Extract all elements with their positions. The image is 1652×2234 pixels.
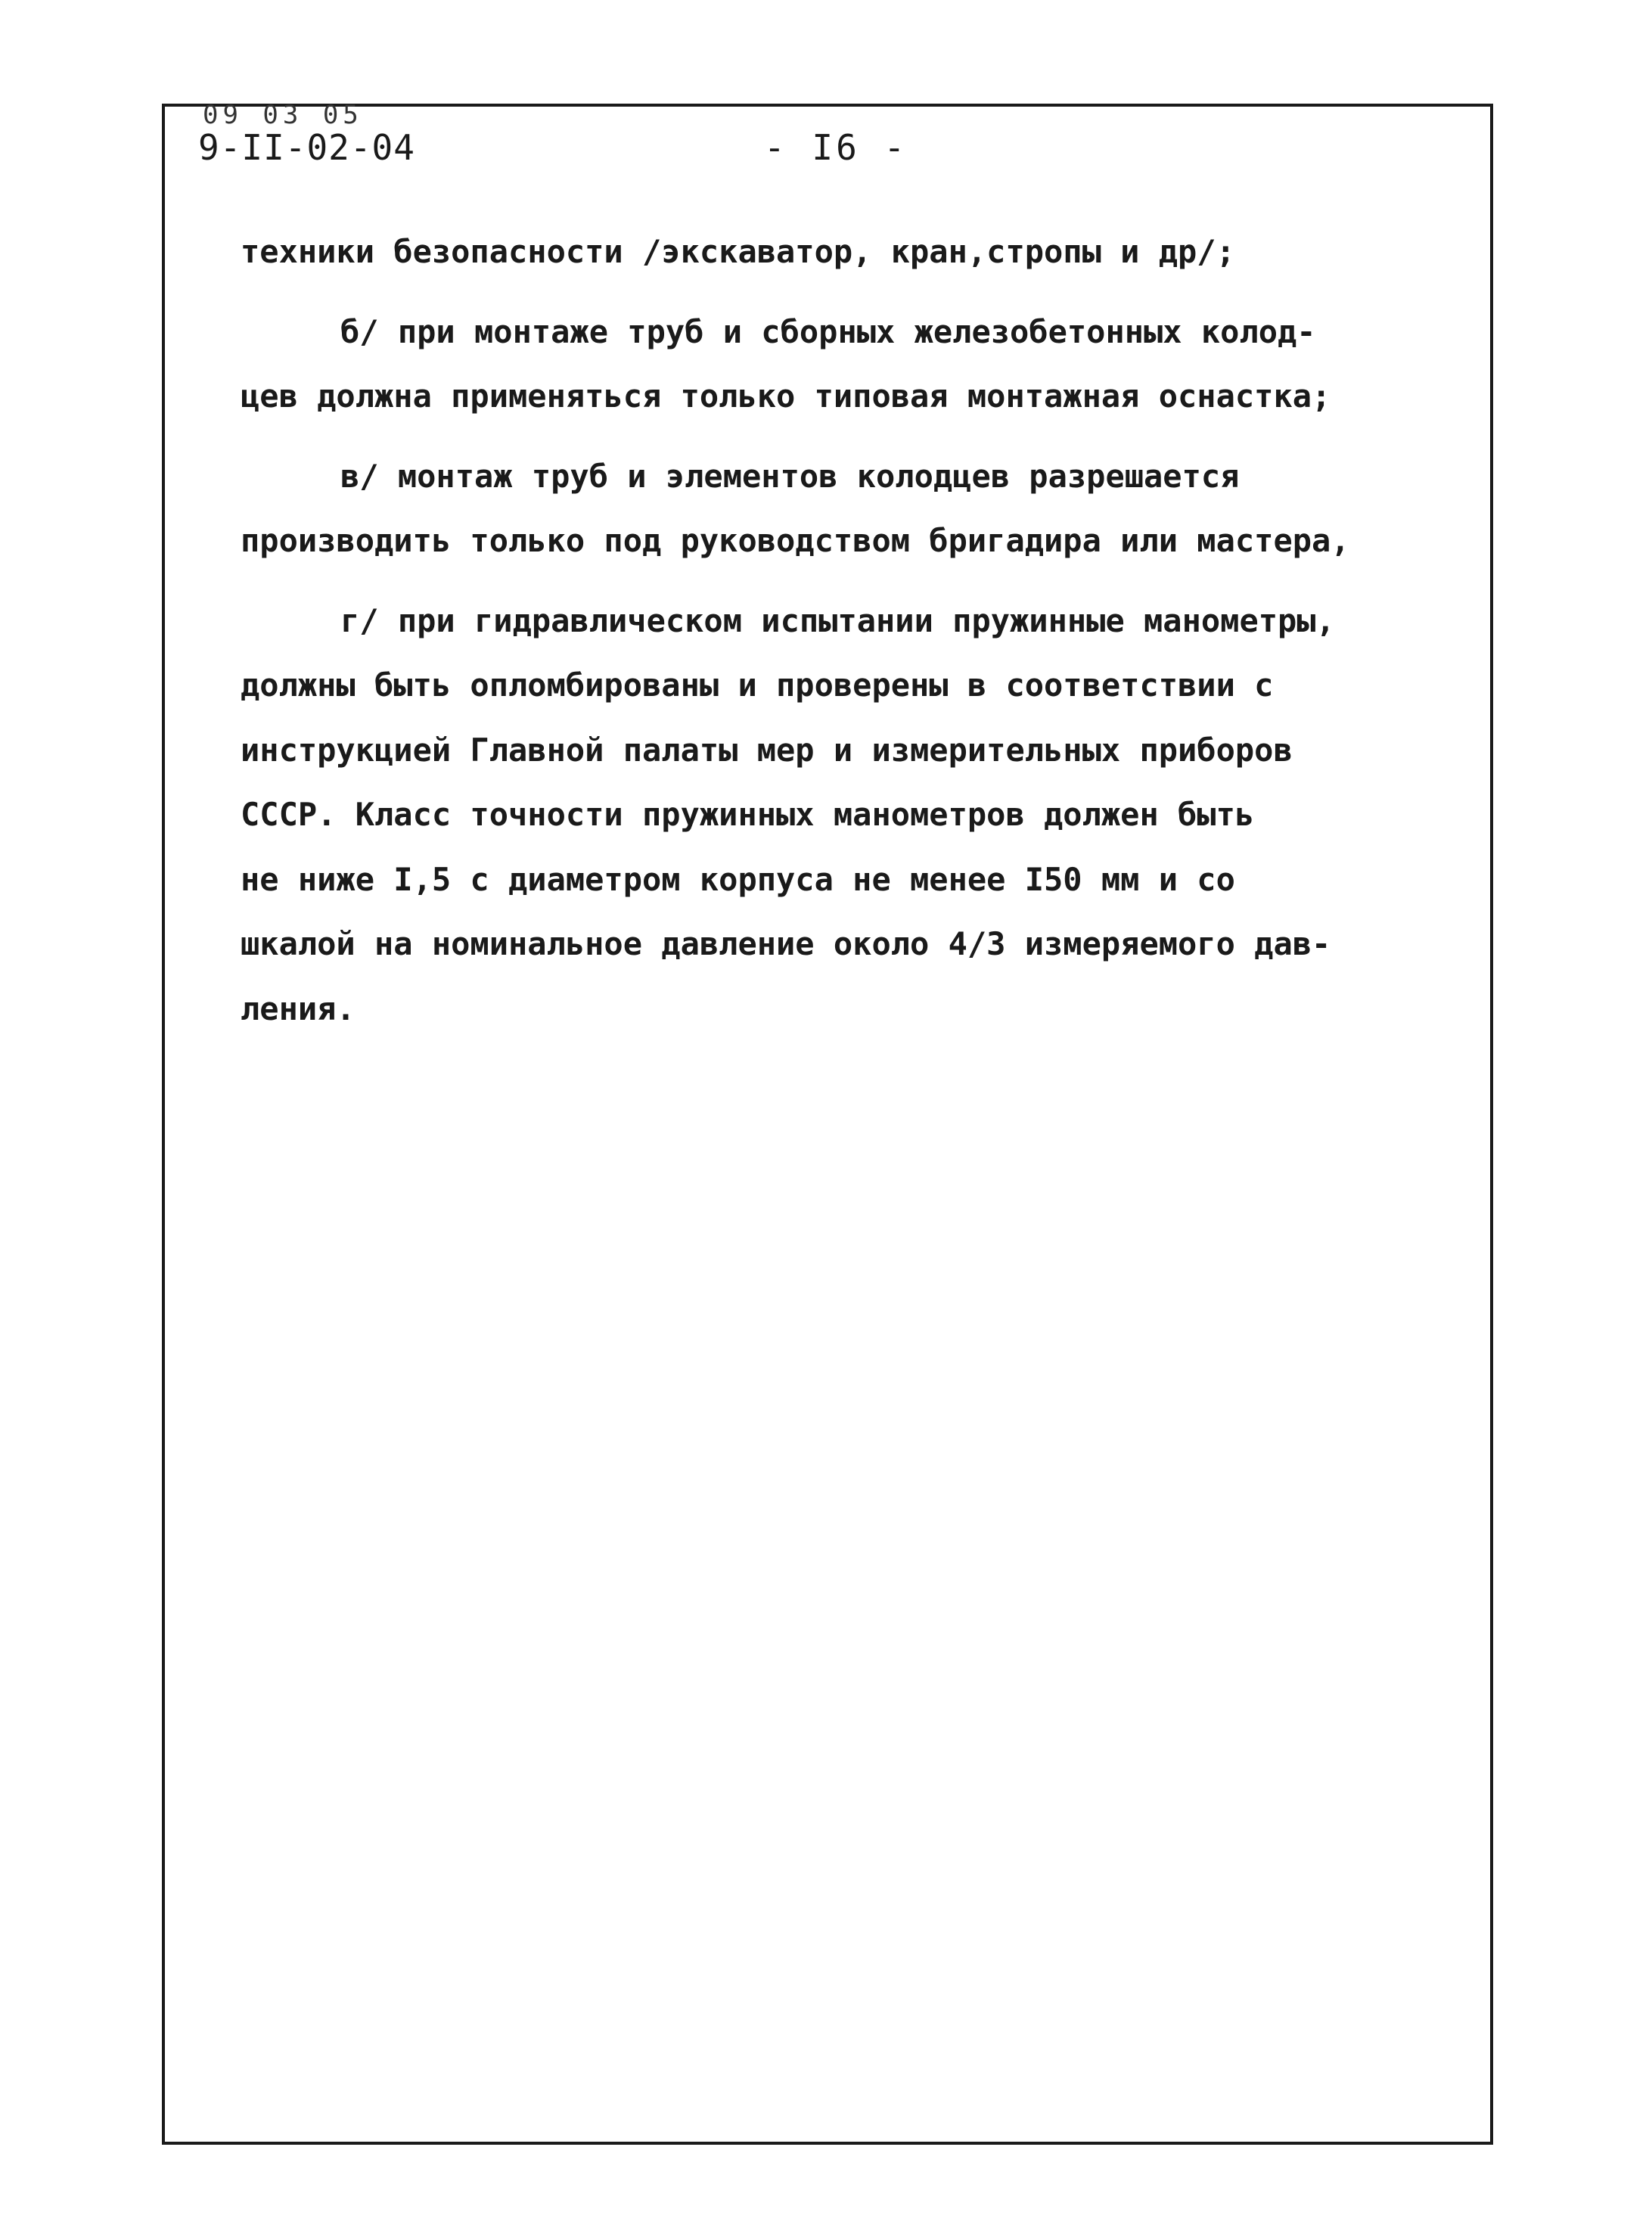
text-line: б/ при монтаже труб и сборных железобетонных колод- (340, 312, 1316, 350)
text-line: шкалой на номинальное давление около 4/3 измеряемого дав- (241, 925, 1331, 962)
text-line: цев должна применяться только типовая монтажная оснастка; (241, 378, 1331, 415)
text-line: не ниже I,5 с диаметром корпуса не менее I50 мм и со (241, 860, 1235, 898)
archive-stamp: 09 03 05 (203, 100, 363, 130)
text-line: должны быть опломбированы и проверены в соответствии с (241, 666, 1274, 704)
text-line: в/ монтаж труб и элементов колодцев разрешается (340, 457, 1240, 495)
text-line: ления. (241, 990, 356, 1027)
text-line: СССР. Класс точности пружинных манометров должен быть (241, 796, 1255, 833)
page-number: - I6 - (764, 127, 908, 168)
document-code: 9-II-02-04 (198, 127, 415, 168)
text-line: г/ при гидравлическом испытании пружинные манометры, (340, 601, 1335, 639)
text-line: инструкцией Главной палаты мер и измерительных приборов (241, 731, 1293, 769)
text-line: производить только под руководством бригадира или мастера, (241, 522, 1350, 559)
text-line: техники безопасности /экскаватор, кран,стропы и др/; (241, 233, 1235, 270)
document-body (241, 219, 1405, 1041)
